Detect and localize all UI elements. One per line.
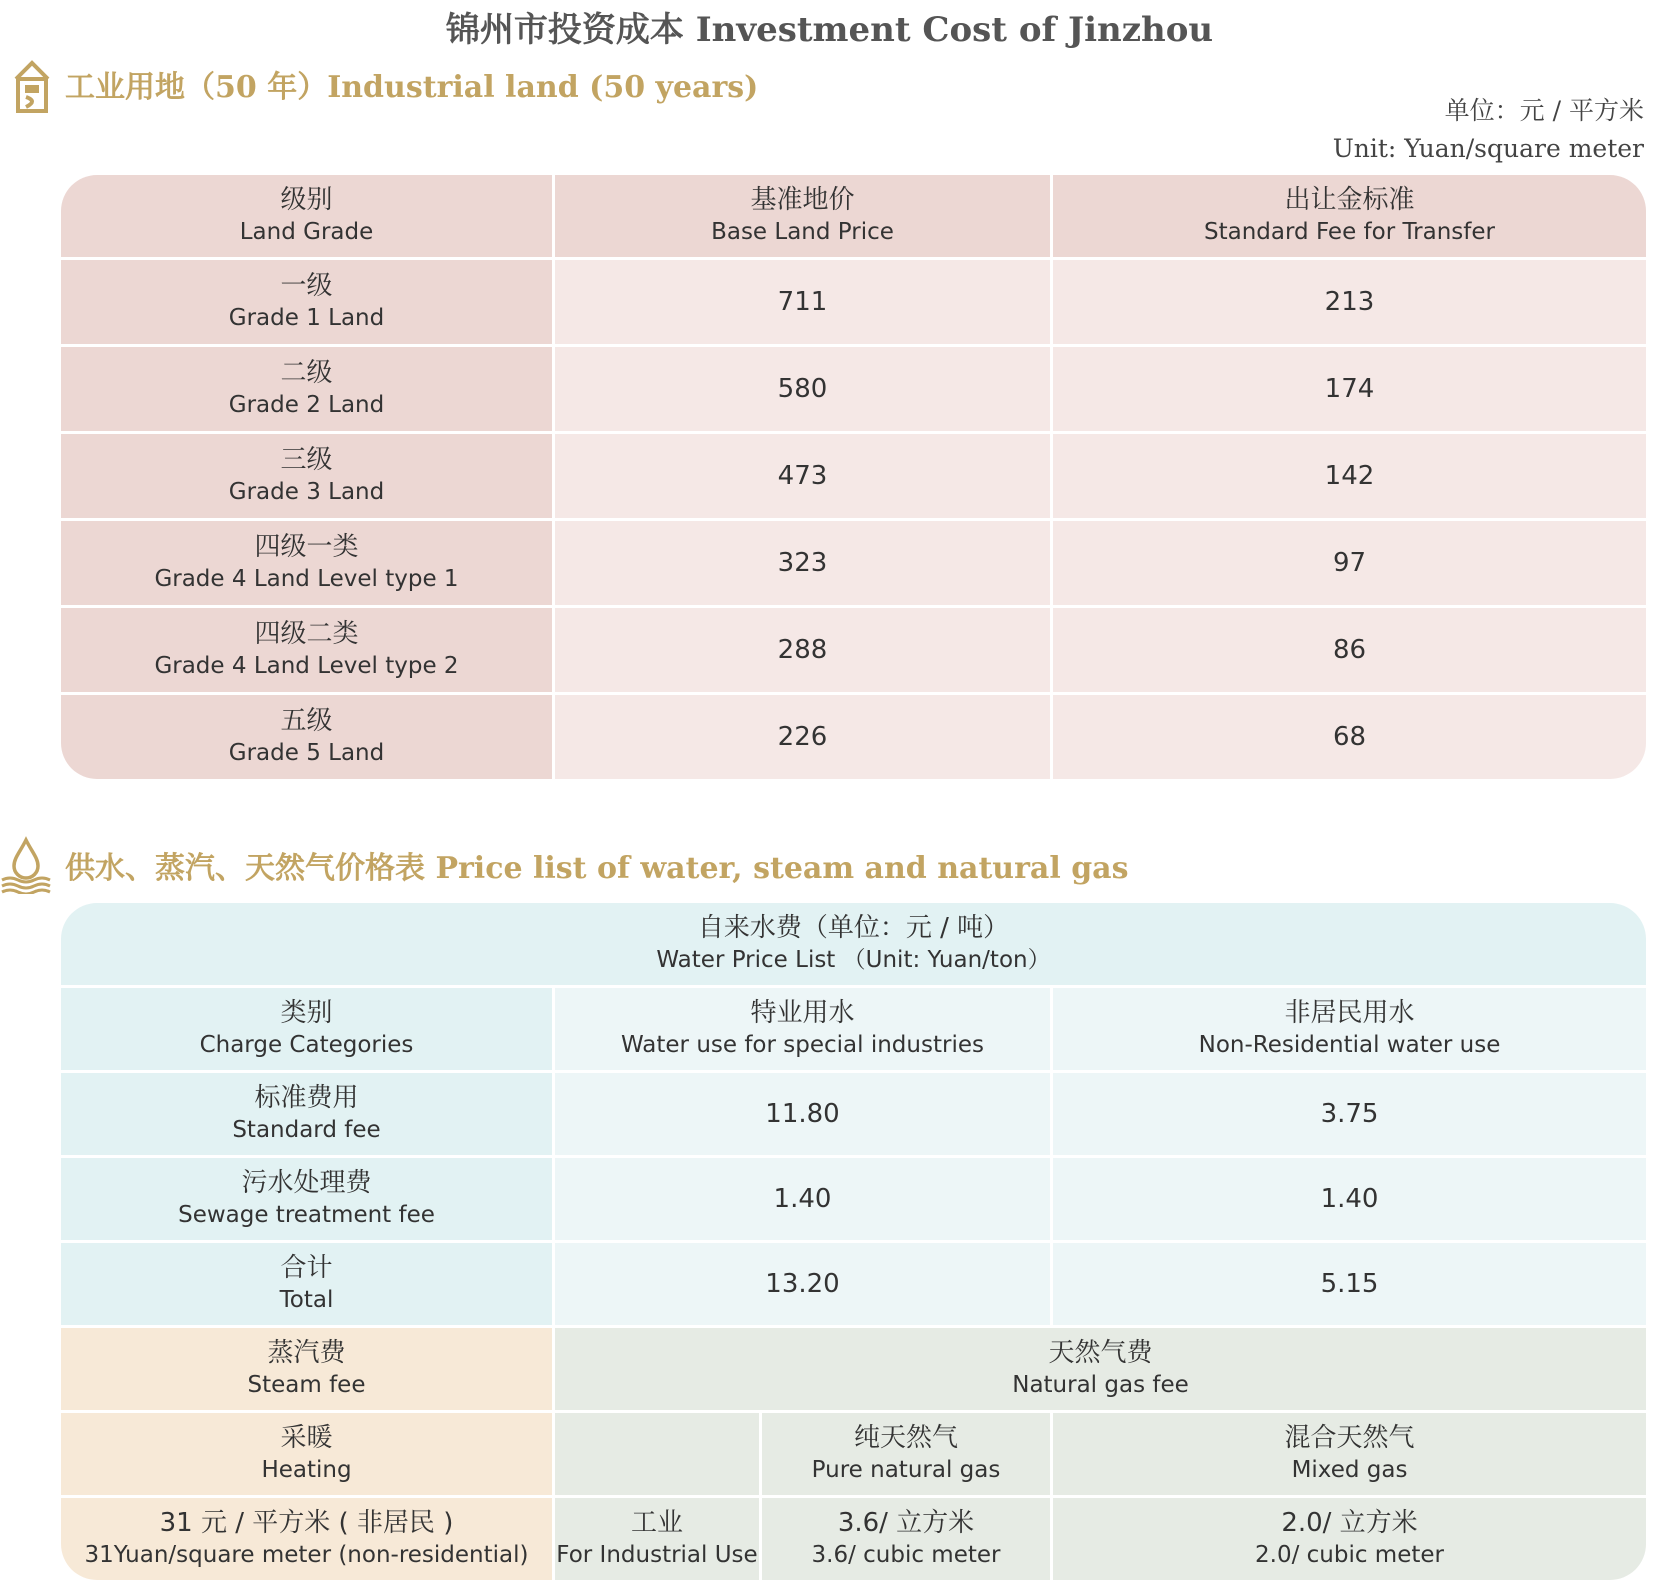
table-row	[61, 1243, 1646, 1328]
table-row	[61, 434, 1646, 521]
nonres-water-cell: 5.15	[1053, 1243, 1646, 1328]
table-row	[61, 260, 1646, 347]
transfer-fee-cell: 142	[1053, 434, 1646, 521]
base-price-cell: 473	[555, 434, 1053, 521]
transfer-fee-cell: 97	[1053, 521, 1646, 608]
grade-label: 四级二类 Grade 4 Land Level type 2	[61, 608, 555, 695]
special-water-cell: 11.80	[555, 1073, 1053, 1158]
empty-cell	[555, 1413, 762, 1498]
steam-heating-label: 采暖 Heating	[61, 1413, 555, 1498]
table-row	[61, 347, 1646, 434]
table-header-row	[61, 175, 1646, 260]
industrial-building-icon	[12, 57, 52, 115]
column-header: 类别 Charge Categories	[61, 988, 555, 1073]
grade-label: 二级 Grade 2 Land	[61, 347, 555, 434]
water-caption-row	[61, 903, 1646, 988]
unit-cn: 单位：元 / 平方米	[1444, 96, 1644, 125]
pure-gas-value: 3.6/ 立方米 3.6/ cubic meter	[762, 1498, 1053, 1580]
base-price-cell: 580	[555, 347, 1053, 434]
page-title: 锦州市投资成本 Investment Cost of Jinzhou	[445, 10, 1214, 50]
steam-fee-header: 蒸汽费 Steam fee	[61, 1328, 555, 1413]
table-row	[61, 521, 1646, 608]
transfer-fee-cell: 174	[1053, 347, 1646, 434]
charge-label: 标准费用 Standard fee	[61, 1073, 555, 1158]
grade-label: 一级 Grade 1 Land	[61, 260, 555, 347]
industrial-use-label: 工业 For Industrial Use	[555, 1498, 762, 1580]
steam-value: 31 元 / 平方米 ( 非居民 ) 31Yuan/square meter (non-residential)	[61, 1498, 555, 1580]
grade-label: 三级 Grade 3 Land	[61, 434, 555, 521]
utility-price-heading: 供水、蒸汽、天然气价格表 Price list of water, steam and natural gas	[65, 851, 1129, 886]
charge-label: 污水处理费 Sewage treatment fee	[61, 1158, 555, 1243]
table-row	[61, 608, 1646, 695]
base-price-cell: 226	[555, 695, 1053, 779]
table-row	[61, 1413, 1646, 1498]
transfer-fee-cell: 213	[1053, 260, 1646, 347]
base-price-cell: 323	[555, 521, 1053, 608]
base-price-cell: 711	[555, 260, 1053, 347]
transfer-fee-cell: 86	[1053, 608, 1646, 695]
column-header: 特业用水 Water use for special industries	[555, 988, 1053, 1073]
industrial-land-table	[61, 175, 1646, 779]
special-water-cell: 13.20	[555, 1243, 1053, 1328]
column-header: 出让金标准 Standard Fee for Transfer	[1053, 175, 1646, 260]
nonres-water-cell: 3.75	[1053, 1073, 1646, 1158]
column-header: 级别 Land Grade	[61, 175, 555, 260]
unit-note	[1333, 92, 1644, 168]
table-row	[61, 1158, 1646, 1243]
table-row	[61, 695, 1646, 779]
water-drop-icon	[0, 836, 52, 894]
column-header: 非居民用水 Non-Residential water use	[1053, 988, 1646, 1073]
nonres-water-cell: 1.40	[1053, 1158, 1646, 1243]
grade-label: 四级一类 Grade 4 Land Level type 1	[61, 521, 555, 608]
industrial-land-heading: 工业用地（50 年）Industrial land (50 years)	[65, 70, 759, 105]
natural-gas-fee-header: 天然气费 Natural gas fee	[555, 1328, 1646, 1413]
charge-label: 合计 Total	[61, 1243, 555, 1328]
special-water-cell: 1.40	[555, 1158, 1053, 1243]
table-header-row	[61, 988, 1646, 1073]
column-header: 基准地价 Base Land Price	[555, 175, 1053, 260]
mixed-gas-value: 2.0/ 立方米 2.0/ cubic meter	[1053, 1498, 1646, 1580]
utility-price-table	[61, 903, 1646, 1580]
base-price-cell: 288	[555, 608, 1053, 695]
transfer-fee-cell: 68	[1053, 695, 1646, 779]
grade-label: 五级 Grade 5 Land	[61, 695, 555, 779]
unit-en: Unit: Yuan/square meter	[1332, 134, 1644, 163]
table-row	[61, 1498, 1646, 1580]
table-row	[61, 1328, 1646, 1413]
mixed-gas-header: 混合天然气 Mixed gas	[1053, 1413, 1646, 1498]
water-caption: 自来水费（单位：元 / 吨） Water Price List （Unit: Yuan/ton）	[61, 903, 1646, 988]
table-row	[61, 1073, 1646, 1158]
pure-gas-header: 纯天然气 Pure natural gas	[762, 1413, 1053, 1498]
